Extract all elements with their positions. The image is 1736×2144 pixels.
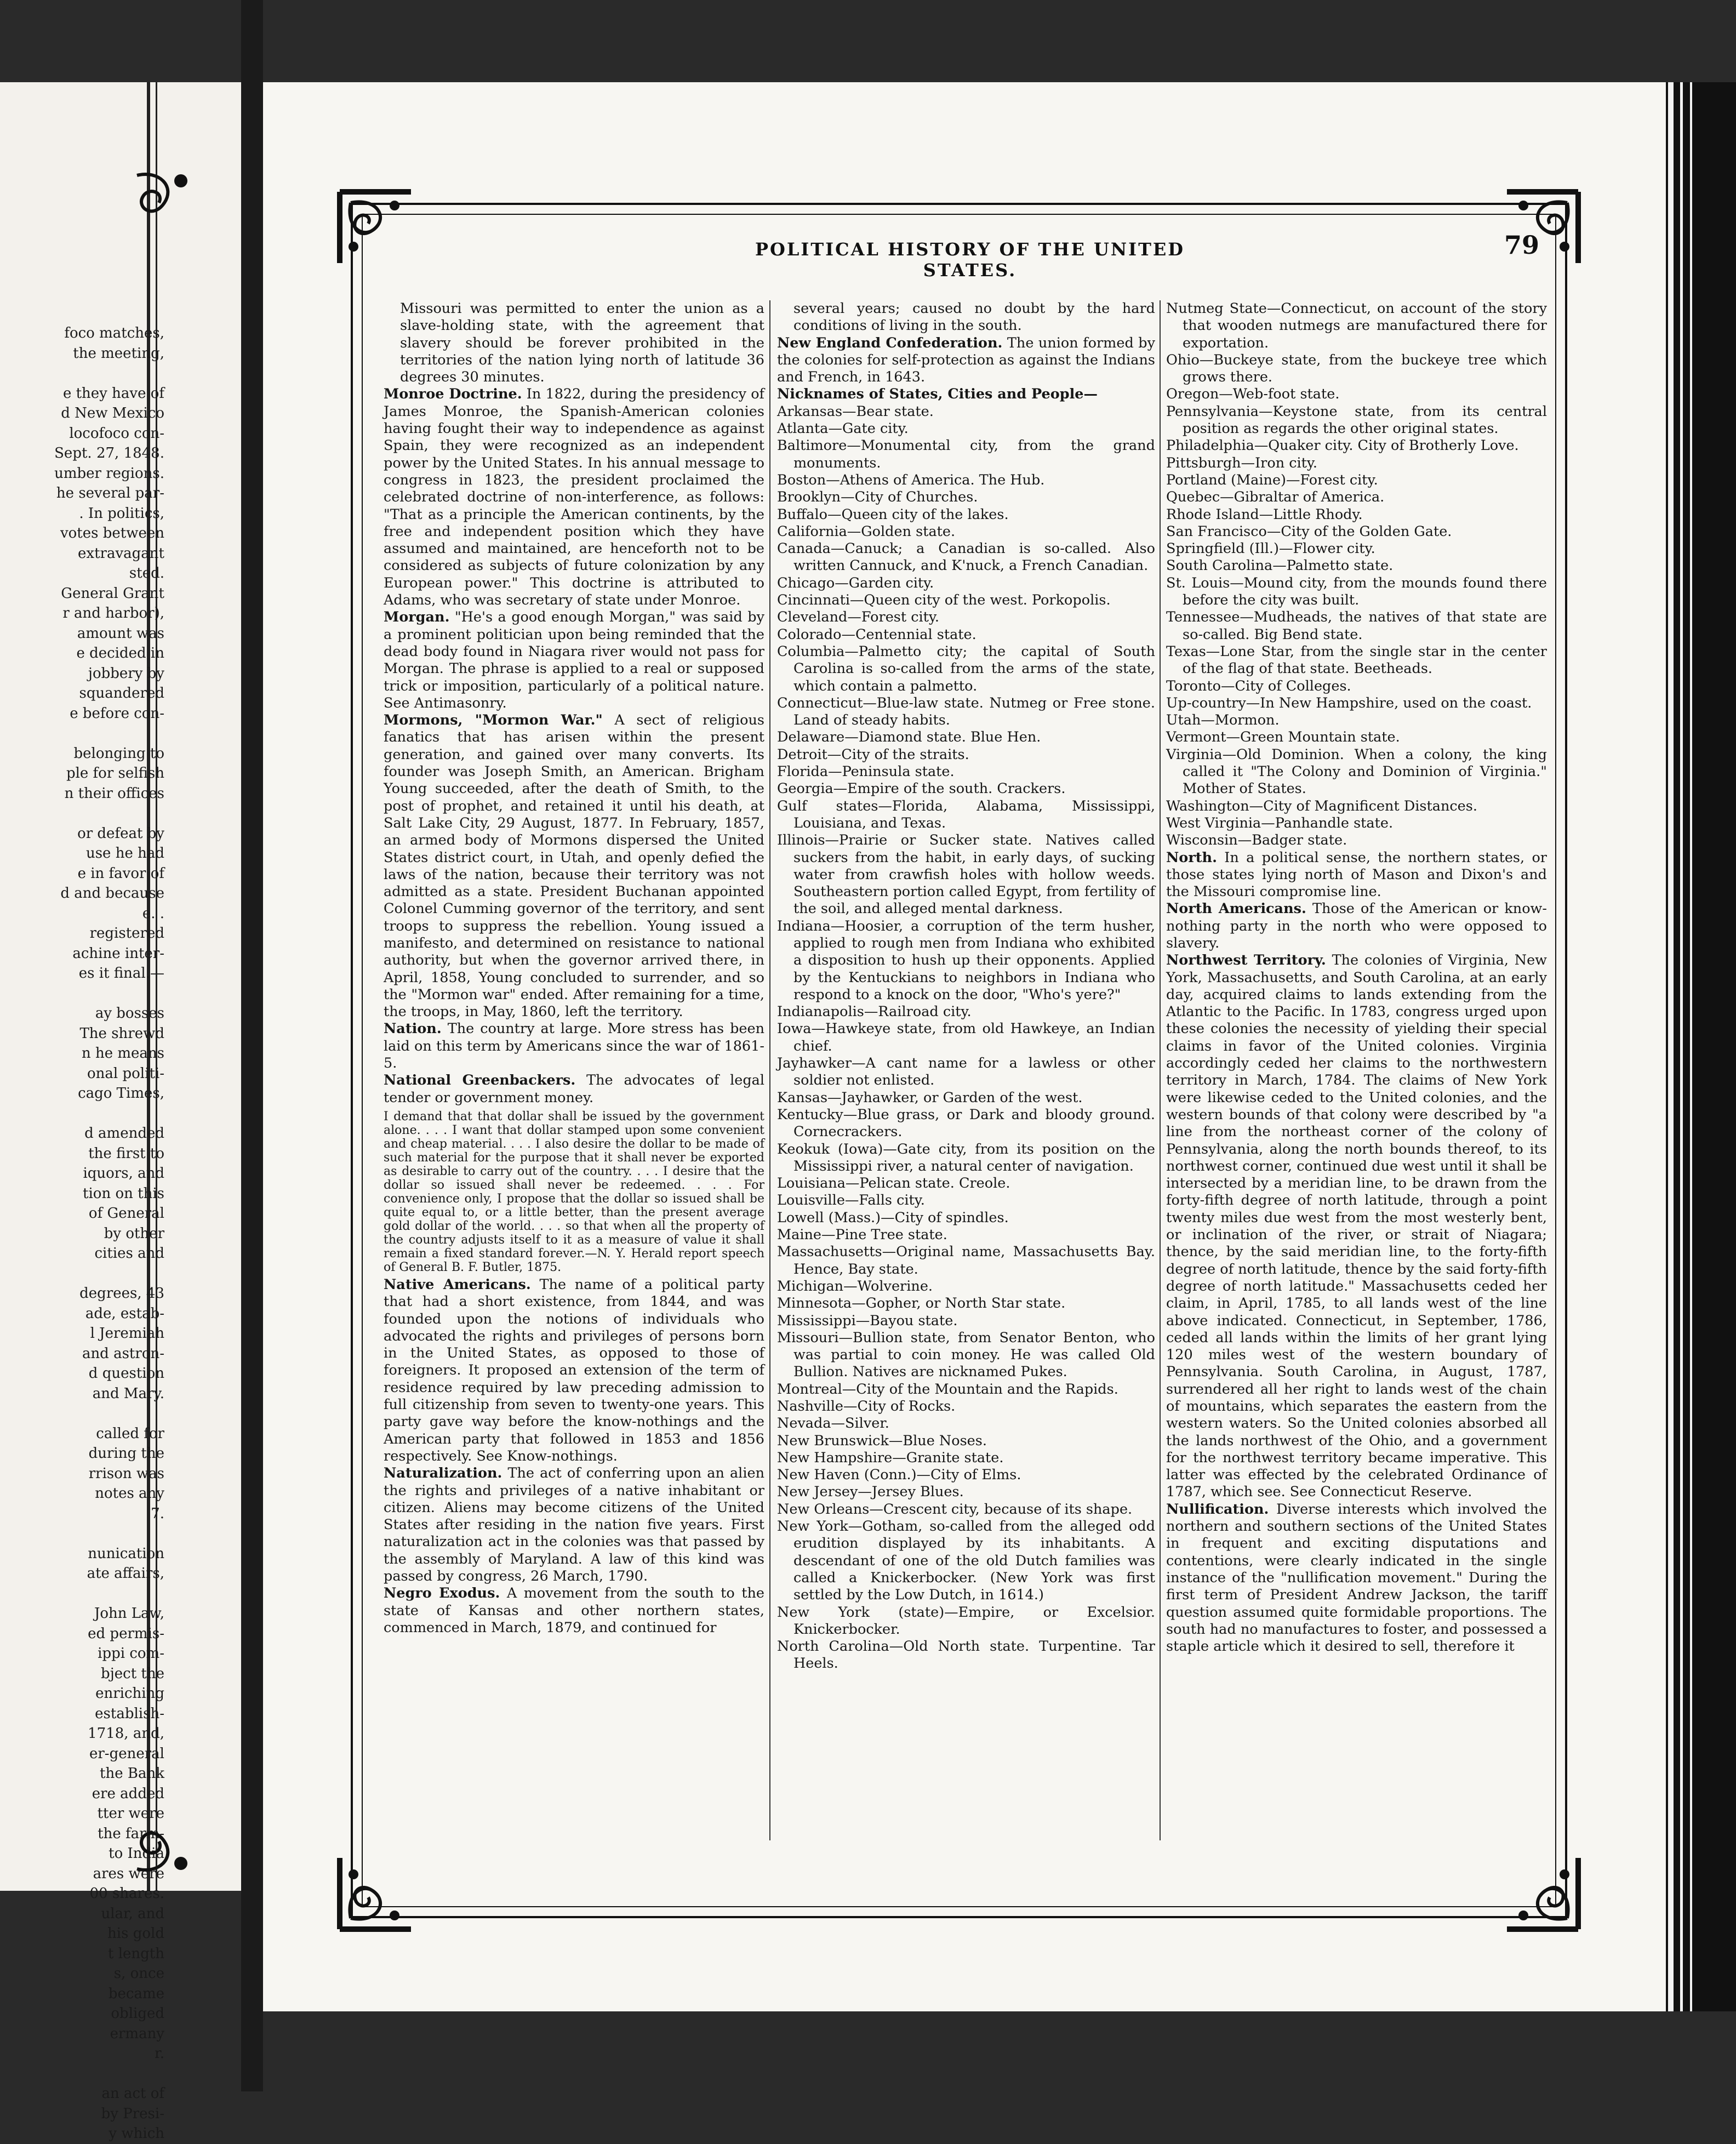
left-page-line: degrees, 43 <box>79 1285 164 1302</box>
dictionary-entry <box>777 386 1155 403</box>
running-head: POLITICAL HISTORY OF THE UNITED STATES. <box>755 239 1185 281</box>
left-page-line: ere added <box>92 1785 164 1802</box>
nickname-entry: Gulf states—Florida, Alabama, Mississippi, Louisiana, and Texas. <box>777 797 1155 831</box>
nickname-entry: Rhode Island—Little Rhody. <box>1166 506 1363 523</box>
nickname-entry: Kentucky—Blue grass, or Dark and bloody ground. Cornecrackers. <box>777 1106 1155 1141</box>
nickname-entry: Vermont—Green Mountain state. <box>1166 729 1400 746</box>
left-page-line <box>0 2064 164 2084</box>
left-page-line: use he had <box>85 845 164 862</box>
entry-headword: North Americans. <box>1166 900 1306 917</box>
text-column-2 <box>777 300 1155 1673</box>
entry-headword: New England Confederation. <box>777 334 1003 351</box>
left-page-line: establish- <box>95 1705 164 1722</box>
left-page-line: tter were <box>97 1805 164 1822</box>
left-page-line: ippi com- <box>98 1645 164 1662</box>
column-rule <box>1160 300 1161 1840</box>
nickname-entry: Cleveland—Forest city. <box>777 609 940 626</box>
left-page-line: ade, estab- <box>85 1305 164 1322</box>
nickname-entry: Virginia—Old Dominion. When a colony, the king called it "The Colony and Dominion of Virginia." Mother of States. <box>1166 746 1547 797</box>
nickname-entry: Montreal—City of the Mountain and the Rapids. <box>777 1381 1118 1398</box>
nickname-entry: Louisiana—Pelican state. Creole. <box>777 1175 1010 1192</box>
entry-headword: Native Americans. <box>384 1276 531 1293</box>
nickname-entry: New Orleans—Crescent city, because of its shape. <box>777 1501 1133 1518</box>
left-page-line: the meeting, <box>73 345 164 362</box>
nickname-entry: Maine—Pine Tree state. <box>777 1227 947 1244</box>
left-page-line: registered <box>89 925 164 942</box>
entry-text: Missouri was permitted to enter the union as a slave-holding state, with the agreement that slavery should be forever prohibited in the territories of the nation lying north of latitude 36 degrees 30 minutes. <box>400 300 764 386</box>
nickname-entry: Cincinnati—Queen city of the west. Porkopolis. <box>777 592 1111 609</box>
left-page-line: er-general <box>89 1745 164 1762</box>
nickname-entry: San Francisco—City of the Golden Gate. <box>1166 523 1452 540</box>
dictionary-entry <box>384 1585 764 1636</box>
entry-text: The name of a political party that had a short existence, from 1844, and was founded upon the notions of individuals who advocated the rights and privileges of persons born in the United States, as opposed to those of foreigners. It proposed an extension of the term of residence required by law preceding admission to full citizenship from seven to twenty-one years. This party gave way before the know-nothings and the American party that followed in 1853 and 1856 respectively. See Know-nothings. <box>384 1276 764 1464</box>
nickname-entry: West Virginia—Panhandle state. <box>1166 814 1394 831</box>
left-page-line: sted. <box>129 565 164 581</box>
entry-text: A movement from the south to the state of Kansas and other northern states, commenced in March, 1879, and continued for <box>384 1585 764 1636</box>
entry-text: Those of the American or know-nothing party in the north who were opposed to slavery. <box>1166 900 1547 951</box>
corner-ornament <box>1496 181 1589 274</box>
left-page-line <box>0 363 164 384</box>
left-page-line: an act of <box>101 2085 164 2102</box>
left-page-line: e they have of <box>62 385 164 402</box>
left-page-line: ermany <box>110 2025 164 2042</box>
left-page-line: called for <box>96 1425 164 1442</box>
left-page-line: d question <box>88 1365 164 1382</box>
nickname-entry: Philadelphia—Quaker city. City of Brotherly Love. <box>1166 437 1519 454</box>
entry-text: The advocates of legal tender or government money. <box>384 1072 765 1106</box>
entry-headword: Morgan. <box>384 609 450 626</box>
dictionary-entry <box>384 1072 764 1107</box>
left-page-line <box>0 1524 164 1544</box>
entry-headword: Naturalization. <box>384 1465 502 1482</box>
left-page-line: e decided in <box>76 645 164 662</box>
nickname-entry: Brooklyn—City of Churches. <box>777 489 978 506</box>
left-page-line: achine inter- <box>72 945 164 962</box>
nickname-entry: Baltimore—Monumental city, from the grand monuments. <box>777 437 1155 471</box>
left-page-line: nunication <box>88 1545 164 1562</box>
left-page-line: s, once <box>113 1965 164 1982</box>
entry-text: The colonies of Virginia, New York, Massachusetts, and South Carolina, at an early day, acquired claims to lands extending from the Atlantic to the Pacific. In 1783, congress urged upon these colonies the necessity of yielding their special claims in favor of the United colonies. Virginia accordingly ceded her claims to the northwestern territory in March, 1784. The claims of New York were likewise ceded to the United colonies, and the western bounds of that colony were described by "a line from the northeast corner of the colony of Pennsylvania, along the north bounds thereof, to its northwest corner, continued due west until it shall be intersected by a meridian line, to be drawn from the forty-fifth degree of north latitude, through a point twenty miles due west from the most westerly bent, or inclination of the river, or strait of Niagara; thence, by the said meridian line, to the forty-fifth degree of north latitude, thence by the said forty-fifth degree of north latitude." Massachusetts ceded her claim, in April, 1785, to all lands west of the line above indicated. Connecticut, in September, 1786, ceded all lands within the limits of her grant lying 120 miles west of the western boundary of Pennsylvania. South Carolina, in August, 1787, surrendered all her right to lands west of the chain of mountains, which separates the eastern from the western waters. So the United colonies absorbed all the lands northwest of the Ohio, and a government for the northwest territory became imperative. This latter was effected by the celebrated Ordinance of 1787, which see. See Connecticut Reserve. <box>1166 952 1547 1501</box>
left-page-line: amount was <box>77 625 164 642</box>
nickname-entry: Canada—Canuck; a Canadian is so-called. Also written Cannuck, and K'nuck, a French Canadian. <box>777 540 1155 574</box>
left-page-line: during the <box>88 1445 164 1462</box>
left-page-line: r. <box>155 2045 164 2062</box>
left-page-line: rrison was <box>88 1465 164 1482</box>
nickname-entry: Missouri—Bullion state, from Senator Benton, who was partial to coin money. He was called Old Bullion. Natives are nicknamed Pukes. <box>777 1329 1155 1381</box>
left-page-line: locofoco con- <box>69 425 164 442</box>
dictionary-entry <box>384 712 764 1020</box>
nickname-entry: Michigan—Wolverine. <box>777 1278 933 1295</box>
nickname-entry: Pittsburgh—Iron city. <box>1166 454 1318 471</box>
block-quote <box>384 1110 764 1274</box>
nickname-entry: Indianapolis—Railroad city. <box>777 1003 972 1020</box>
left-page-line: iquors, and <box>83 1165 164 1182</box>
left-page-line: jobbery by <box>88 665 164 682</box>
entry-text: several years; caused no doubt by the hard conditions of living in the south. <box>793 300 1155 334</box>
dictionary-entry <box>1166 952 1547 1501</box>
entry-headword: National Greenbackers. <box>384 1072 576 1089</box>
fleuron-ornament <box>126 1803 203 1880</box>
nickname-entry: New Haven (Conn.)—City of Elms. <box>777 1467 1021 1484</box>
left-page-line: of General <box>88 1205 164 1222</box>
dictionary-entry <box>384 1276 764 1465</box>
left-page-line: votes between <box>60 525 164 541</box>
left-page-line: cities and <box>94 1245 164 1262</box>
nickname-entry: Pennsylvania—Keystone state, from its central position as regards the other original states. <box>1166 403 1547 437</box>
nickname-entry: New York—Gotham, so-called from the alleged odd erudition displayed by its inhabitants. A descendant of one of the old Dutch families was called a Knickerbocker. (New York was first settled by the Low Dutch, in 1614.) <box>777 1518 1155 1604</box>
left-page-line: y which <box>108 2125 164 2142</box>
left-page-line: 1718, and, <box>88 1725 164 1742</box>
left-page-line: n he means <box>81 1045 164 1062</box>
left-page-line: ay bosses <box>95 1005 164 1022</box>
left-page-line: squandered <box>79 685 164 702</box>
nickname-entry: Atlanta—Gate city. <box>777 420 909 437</box>
nickname-entry: Arkansas—Bear state. <box>777 403 934 420</box>
left-page-line: Sept. 27, 1848. <box>54 445 164 461</box>
left-page-line: extravagant <box>78 545 164 562</box>
left-page-line: belonging to <box>73 745 164 762</box>
left-page-line: he several par- <box>56 485 164 501</box>
left-page-line: e in favor of <box>77 865 164 882</box>
nickname-entry: Colorado—Centennial state. <box>777 626 976 643</box>
left-page-line <box>0 1264 164 1284</box>
nickname-entry: Louisville—Falls city. <box>777 1192 925 1209</box>
entry-text: A sect of religious fanatics that has arisen within the present generation, and gained over many converts. Its founder was Joseph Smith, an American. Brigham Young succeeded, after the death of Smith, to the post of prophet, and retained it until his death, at Salt Lake City, 29 August, 1877. In February, 1857, an armed body of Mormons dispersed the United States district court, in Utah, and openly defied the laws of the nation, because their territory was not admitted as a state. President Buchanan appointed Colonel Cumming governor of the territory, and sent troops to suppress the rebellion. Young issued a manifesto, and determined on resistance to national authority, but when the governor arrived there, in April, 1858, Young concluded to surrender, and so the "Mormon war" ended. After remaining for a time, the troops, in May, 1860, left the territory. <box>384 712 764 1020</box>
left-page-line: 7. <box>151 1505 164 1522</box>
entry-text: I demand that that dollar shall be issued by the government alone. . . . I want that dollar stamped upon some convenient and cheap material. . . . I also desire the dollar to be made of such material for the purpose that it shall never be exported as desirable to carry out of the country. . . . I desire that the dollar so issued shall never be redeemed. . . . For convenience only, I propose that the dollar so issued shall be quite equal to, or a little better, than the present average gold dollar of the world. . . . so that when all the property of the country adjusts itself to it as a measure of value it shall remain a fixed standard forever.—N. Y. Herald report speech of General B. F. Butler, 1875. <box>384 1109 764 1274</box>
left-page-line: by other <box>104 1225 164 1242</box>
entry-text: Diverse interests which involved the northern and southern sections of the United States in frequent and exciting disputations and contentions, were clearly indicated in the single instance of the "nullification movement." During the first term of President Andrew Jackson, the tariff question assumed quite formidable proportions. The south had no manufactures to foster, and possessed a staple article which it desired to sell, therefore it <box>1166 1501 1547 1655</box>
entry-headword: Nation. <box>384 1020 442 1037</box>
left-page-line <box>0 1104 164 1124</box>
left-page-line: ares were <box>93 1865 164 1882</box>
entry-headword: Mormons, "Mormon War." <box>384 712 603 729</box>
nickname-entry: Iowa—Hawkeye state, from old Hawkeye, an Indian chief. <box>777 1020 1155 1054</box>
nickname-entry: New Hampshire—Granite state. <box>777 1449 1004 1466</box>
dictionary-entry <box>777 335 1155 386</box>
fleuron-ornament <box>126 164 203 241</box>
entry-headword: Negro Exodus. <box>384 1585 500 1602</box>
nickname-entry: Minnesota—Gopher, or North Star state. <box>777 1295 1066 1312</box>
entry-headword: Northwest Territory. <box>1166 952 1326 969</box>
entry-text: In 1822, during the presidency of James Monroe, the Spanish-American colonies having fought their way to independence as against Spain, they were recognized as an independent power by the United States. In his annual message to congress in 1823, the president proclaimed the celebrated doctrine of non-interference, as follows: "That as a principle the American continents, by the free and independent position which they have assumed and maintained, are henceforth not to be considered as subjects of future colonization by any European power." This doctrine is attributed to Adams, who was secretary of state under Monroe. <box>384 386 764 609</box>
nickname-entry: New Brunswick—Blue Noses. <box>777 1432 987 1449</box>
left-page-line <box>0 1584 164 1604</box>
dictionary-entry <box>1166 900 1547 952</box>
left-page-line: obliged <box>111 2005 164 2022</box>
entry-text: In a political sense, the northern states, or those states lying north of Mason and Dixon's and the Missouri compromise line. <box>1166 849 1547 900</box>
left-page-line: r and harbor), <box>62 605 164 621</box>
dictionary-entry <box>384 300 764 386</box>
entry-text: "He's a good enough Morgan," was said by a prominent politician upon being reminded that the dead body found in Niagara river would not pass for Morgan. The phrase is applied to a real or supposed trick or imposition, particularly of a political nature. See Antimasonry. <box>384 609 764 711</box>
nickname-entry: Buffalo—Queen city of the lakes. <box>777 506 1009 523</box>
left-page-line: his gold <box>107 1925 164 1942</box>
corner-ornament <box>1496 1847 1589 1940</box>
nickname-entry: California—Golden state. <box>777 523 956 540</box>
corner-ornament <box>329 1847 422 1940</box>
nickname-entry: Springfield (Ill.)—Flower city. <box>1166 540 1375 557</box>
dictionary-entry <box>1166 1501 1547 1656</box>
nickname-entry: Mississippi—Bayou state. <box>777 1312 958 1329</box>
nickname-entry: Tennessee—Mudheads, the natives of that state are so-called. Big Bend state. <box>1166 609 1547 643</box>
nickname-entry: Massachusetts—Original name, Massachusetts Bay. Hence, Bay state. <box>777 1244 1155 1278</box>
left-page-line: to India <box>108 1845 164 1862</box>
left-page-line: the Bank <box>100 1765 164 1782</box>
left-page-line <box>0 984 164 1004</box>
left-page-line: the first to <box>88 1145 164 1162</box>
entry-headword: Nullification. <box>1166 1501 1269 1518</box>
left-page-line: t length <box>108 1945 164 1962</box>
nickname-entry: Toronto—City of Colleges. <box>1166 677 1351 694</box>
left-page-line <box>0 803 164 824</box>
nickname-entry: Texas—Lone Star, from the single star in the center of the flag of that state. Beetheads. <box>1166 643 1547 677</box>
left-page-line: ed permis- <box>88 1625 164 1642</box>
nickname-entry: Nevada—Silver. <box>777 1415 889 1432</box>
text-column-1 <box>384 300 764 1636</box>
nickname-entry: South Carolina—Palmetto state. <box>1166 557 1394 574</box>
nickname-entry: Delaware—Diamond state. Blue Hen. <box>777 729 1041 746</box>
nickname-entry: Washington—City of Magnificent Distances. <box>1166 797 1477 814</box>
entry-headword: North. <box>1166 849 1217 866</box>
corner-ornament <box>329 181 422 274</box>
left-page-line: tion on this <box>83 1185 164 1202</box>
column-rule <box>769 300 770 1840</box>
left-page-line: notes any <box>95 1485 164 1502</box>
entry-headword: Monroe Doctrine. <box>384 386 522 403</box>
left-page-line <box>0 723 164 744</box>
nickname-entry: Jayhawker—A cant name for a lawless or other soldier not enlisted. <box>777 1055 1155 1089</box>
nickname-entry: Portland (Maine)—Forest city. <box>1166 471 1378 488</box>
nickname-entry: New York (state)—Empire, or Excelsior. Knickerbocker. <box>777 1604 1155 1638</box>
nickname-entry: North Carolina—Old North state. Turpentine. Tar Heels. <box>777 1638 1155 1672</box>
page-number: 79 <box>1504 230 1540 260</box>
left-page-line: d and because <box>60 885 164 902</box>
left-page-line: e. . <box>142 905 164 922</box>
dictionary-entry <box>384 1465 764 1585</box>
nickname-entry: Georgia—Empire of the south. Crackers. <box>777 780 1066 797</box>
left-page-line: The shrewd <box>79 1025 164 1042</box>
nickname-entry: Chicago—Garden city. <box>777 574 934 591</box>
nickname-entry: Ohio—Buckeye state, from the buckeye tree which grows there. <box>1166 351 1547 386</box>
left-page-line: e before con- <box>70 705 164 722</box>
left-page-line: or defeat by <box>77 825 164 842</box>
nickname-entry: Connecticut—Blue-law state. Nutmeg or Free stone. Land of steady habits. <box>777 694 1155 729</box>
left-page-line: umber regions. <box>54 465 164 482</box>
nickname-entry: Utah—Mormon. <box>1166 712 1280 729</box>
nickname-entry: Boston—Athens of America. The Hub. <box>777 471 1045 488</box>
text-column-3 <box>1166 300 1547 1655</box>
nickname-entry: Quebec—Gibraltar of America. <box>1166 489 1385 506</box>
entry-text: The country at large. More stress has been laid on this term by Americans since the war of 1861-5. <box>384 1020 764 1072</box>
dictionary-entry <box>384 386 764 609</box>
left-page-line: onal politi- <box>87 1065 164 1082</box>
nickname-entry: Nashville—City of Rocks. <box>777 1398 956 1415</box>
left-page-line: the farm- <box>98 1825 164 1842</box>
left-page-line: ple for selfish <box>66 765 164 782</box>
left-page-line: John Law, <box>94 1605 164 1622</box>
book-gutter <box>241 0 263 2091</box>
nickname-entry: Detroit—City of the straits. <box>777 746 969 763</box>
left-page-line: bject the <box>101 1665 164 1682</box>
nickname-entry: Oregon—Web-foot state. <box>1166 386 1340 403</box>
dictionary-entry <box>384 1020 764 1072</box>
nickname-entry: Keokuk (Iowa)—Gate city, from its position on the Mississippi river, a natural center of navigation. <box>777 1141 1155 1174</box>
nickname-entry: Lowell (Mass.)—City of spindles. <box>777 1209 1009 1226</box>
entry-text: The act of conferring upon an alien the rights and privileges of a native inhabitant or citizen. Aliens may become citizens of the United States after residing in the nation five years. First naturalization act in the colonies was that passed by the assembly of Maryland. A law of this kind was passed by congress, 26 March, 1790. <box>384 1465 764 1584</box>
dictionary-entry <box>1166 849 1547 901</box>
nickname-entry: Illinois—Prairie or Sucker state. Natives called suckers from the habit, in early days, of sucking water from crawfish holes with hollow weeds. Southeastern portion called Egypt, from fertility of the soil, and alleged mental darkness. <box>777 832 1155 917</box>
nickname-entry: Nutmeg State—Connecticut, on account of the story that wooden nutmegs are manufactured there for exportation. <box>1166 300 1547 351</box>
nickname-entry: Indiana—Hoosier, a corruption of the term husher, applied to rough men from Indiana who exhibited a disposition to hush up their opponents. Applied by the Kentuckians to neighbors in Indiana who respond to a knock on the door, "Who's yere?" <box>777 917 1155 1003</box>
left-page-line: by Presi- <box>101 2105 164 2122</box>
nickname-entry: Up-country—In New Hampshire, used on the coast. <box>1166 694 1532 711</box>
dictionary-entry <box>384 609 764 712</box>
left-page-line: d New Mexico <box>61 405 164 421</box>
nickname-entry: Kansas—Jayhawker, or Garden of the west. <box>777 1089 1083 1106</box>
left-page-line: d amended <box>84 1125 164 1142</box>
left-page-line: ular, and <box>101 1905 164 1922</box>
nickname-entry: Florida—Peninsula state. <box>777 763 955 780</box>
entry-headword: Nicknames of States, Cities and People— <box>777 386 1098 403</box>
left-page-line: n their offices <box>64 785 164 802</box>
nickname-entry: Columbia—Palmetto city; the capital of South Carolina is so-called from the arms of the state, which contain a palmetto. <box>777 643 1155 694</box>
page-edge <box>1666 82 1736 2011</box>
nickname-entry: Wisconsin—Badger state. <box>1166 832 1347 849</box>
left-page-line: foco matches, <box>64 325 164 341</box>
nickname-entry: St. Louis—Mound city, from the mounds found there before the city was built. <box>1166 574 1547 609</box>
left-page-line: ate affairs, <box>87 1565 164 1582</box>
dictionary-entry <box>777 300 1155 335</box>
left-page <box>0 82 241 2142</box>
left-page-line: 00 shares. <box>89 1885 164 1902</box>
left-page-line: and astron- <box>82 1345 164 1362</box>
left-page-line: . In politics, <box>79 505 164 522</box>
left-page-line: cago Times, <box>78 1085 164 1102</box>
left-page-line: es it final.— <box>78 965 164 982</box>
left-page-line: l Jeremiah <box>90 1325 164 1342</box>
left-page-line: became <box>108 1985 164 2002</box>
entry-text: The union formed by the colonies for self-protection as against the Indians and French, in 1643. <box>777 334 1156 386</box>
left-page-line: enriching <box>95 1685 164 1702</box>
left-page-line: and Mary. <box>92 1385 164 1402</box>
nickname-entry: New Jersey—Jersey Blues. <box>777 1484 964 1501</box>
left-page-line: General Grant <box>61 585 164 602</box>
left-page-line <box>0 1404 164 1424</box>
